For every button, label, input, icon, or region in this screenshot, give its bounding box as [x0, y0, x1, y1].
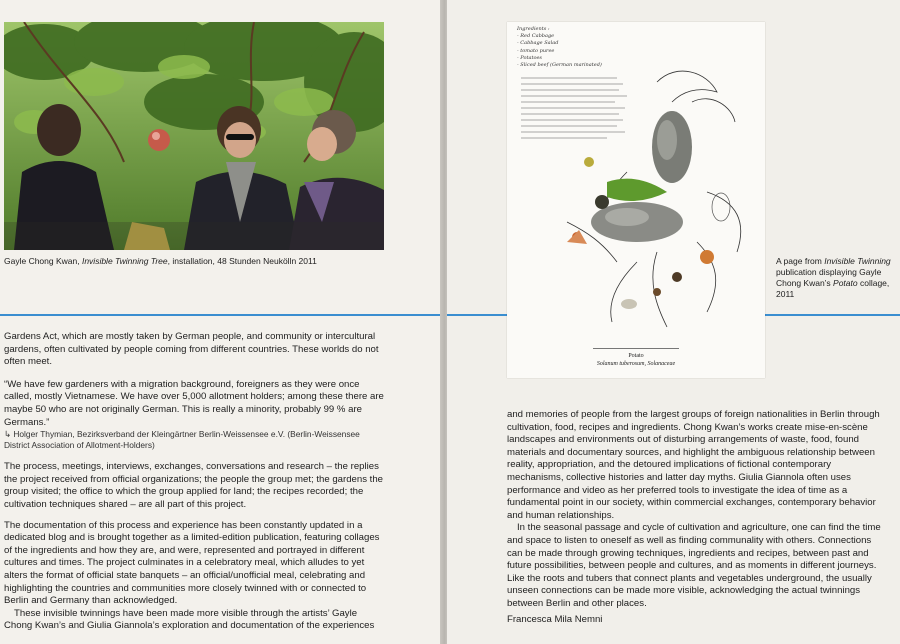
caption-title: Invisible Twinning Tree	[81, 256, 168, 266]
paragraph-process: The process, meetings, interviews, exchanges, conversations and research – the replies the project received from official organizations; the people the group met; the gardens the group visited; the office to which the group applied for land; the recipes recorded; the cultivation techniques shared – are all part of this project.	[4, 461, 384, 510]
paragraph-documentation: The documentation of this process and experience has been constantly updated in a dedicated blog and is brought together as a limited-edition publication, featuring collages of the ingredients and how they are, and were, represented and portrayed in different cultures and times. The project culminates in a celebratory meal, which alludes to yet alters the format of official state banquets – an official/unofficial meal, celebrating and highlighting the countries and communities more closely twinned with or connected to Berlin and Germany than acknowledged.	[4, 519, 380, 607]
note-line: - Potatoes	[517, 54, 542, 61]
left-page	[0, 0, 442, 644]
quote: “We have few gardeners with a migration background, foreigners as they were once called, mostly Vietnamese. We have over 5,000 allotment holders; among these there are maybe 50 who are not originally German. This is really a minority, probably 99 % are Germans.”	[4, 378, 384, 428]
note-line: - Cabbage Salad	[517, 40, 559, 47]
caption-text: Gayle Chong Kwan,	[4, 256, 82, 266]
photo-caption	[4, 256, 384, 267]
caption-title: Invisible Twinning	[824, 256, 891, 266]
collage-latin-name: Solanum tuberosum, Solanaceae	[596, 361, 676, 367]
caption-text: collage, 2011	[776, 278, 890, 299]
note-line: Ingredients :	[517, 26, 550, 32]
note-line: - Sliced beef (German marinated)	[517, 62, 602, 69]
caption-text: A page from	[776, 256, 825, 266]
note-line: - tomato puree	[517, 47, 555, 54]
caption-title: Potato	[833, 278, 858, 288]
left-column-text	[4, 331, 384, 633]
potato-collage	[507, 22, 765, 378]
section-rule	[765, 314, 900, 316]
collage-caption	[776, 256, 894, 300]
author-signature: Francesca Mila Nemni	[507, 614, 603, 625]
collage-title: Potato	[628, 353, 644, 359]
section-rule	[447, 314, 507, 316]
collage-label	[507, 352, 765, 368]
paragraph-memories: and memories of people from the largest groups of foreign nationalities in Berlin through cultivation, food, recipes and ingredients. Chong Kwan’s works create mise-en-scène landscapes and environments out of disturbing arrangements of waste, food, found materials and documentary sources, and highlight the ambiguous relationship between reality, appropriation, and the detoured implications of fictional contemporary mechanisms, collective histories and latter day myths. Giulia Giannola often uses performance and video as her preferred tools to investigate the idea of time as a fundamental point in our society, within commercial exchanges, contemporary behavior and human relationships.	[507, 409, 880, 521]
installation-photo	[4, 22, 384, 250]
label-divider	[593, 348, 679, 349]
paragraph-twinnings: These invisible twinnings have been made more visible through the artists’ Gayle Chong Kwan’s and Giulia Giannola’s exploration and documentation of the experiences	[4, 607, 375, 632]
caption-text: , installation, 48 Stunden Neukölln 2011	[167, 256, 317, 266]
caption-text: publication displaying Gayle Chong Kwan’s	[776, 267, 882, 288]
collage-illustration	[507, 22, 765, 342]
quote-source: ↳ Holger Thymian, Bezirksverband der Kleingärtner Berlin-Weissensee e.V. (Berlin-Weissensee District Association of Allotment-Holders)	[4, 429, 360, 451]
note-line: - Red Cabbage	[517, 33, 555, 40]
right-column-text	[507, 409, 889, 611]
paragraph-intro: Gardens Act, which are mostly taken by German people, and community or intercultural gardens, often cultivated by people coming from different countries. These worlds do not often meet.	[4, 331, 379, 368]
paragraph-seasonal: In the seasonal passage and cycle of cultivation and agriculture, one can find the time and space to listen to oneself as well as finding communality with others. Connections can be made through growing techniques, ingredients and recipes, between past and future possibilities, between people and cultures, and as moments in different journeys. Like the roots and tubers that connect plants and vegetables underground, the usually unseen connections can be made more visible, acknowledging the actual twinnings between Berlin and other places.	[507, 522, 881, 609]
section-rule	[0, 314, 442, 316]
